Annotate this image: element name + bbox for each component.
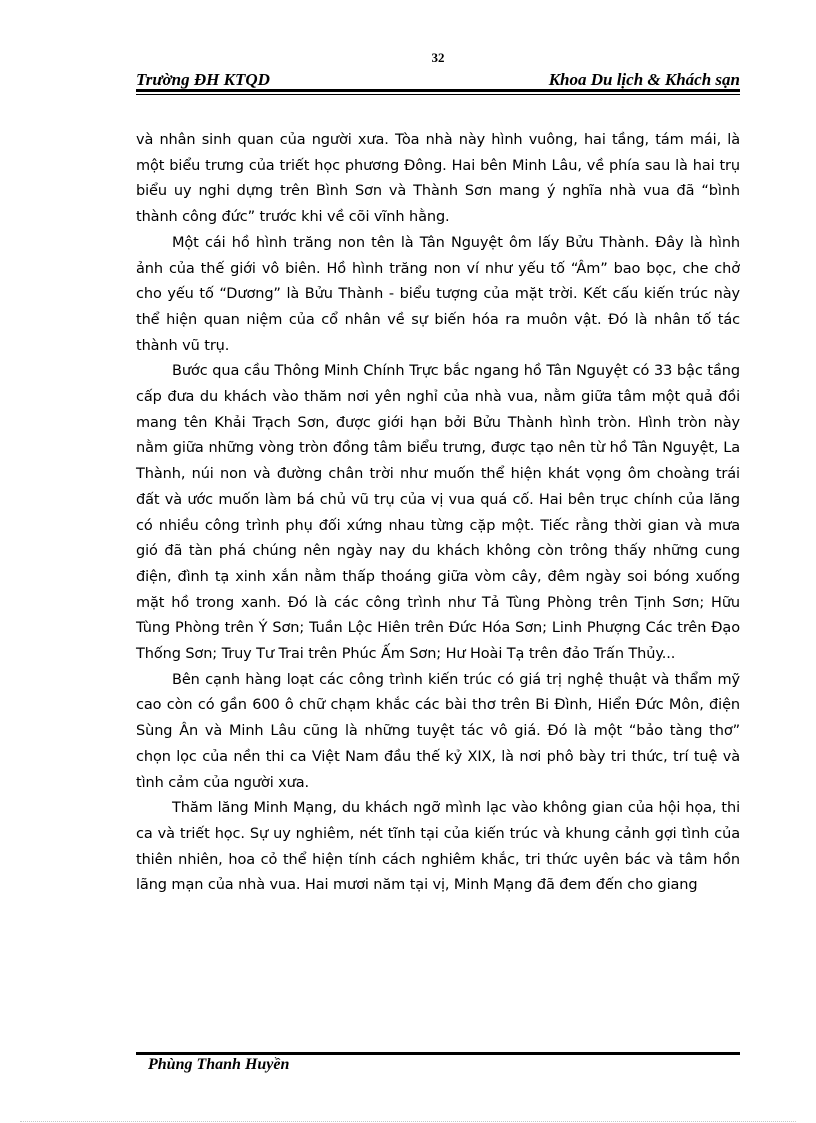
page-number: 32 [431, 50, 445, 65]
paragraph: Bước qua cầu Thông Minh Chính Trực bắc ngang hồ Tân Nguyệt có 33 bậc tầng cấp đưa du khách vào thăm nơi yên nghỉ của nhà vua, nằm giữa tâm một quả đồi mang tên Khải Trạch Sơn, được giới hạn bởi Bửu Thành hình tròn. Hình tròn này nằm giữa những vòng tròn đồng tâm biểu trưng, được tạo nên từ hồ Tân Nguyệt, La Thành, núi non và đường chân trời như muốn thể hiện khát vọng ôm choàng trái đất và ước muốn làm bá chủ vũ trụ của vị vua quá cố. Hai bên trục chính của lăng có nhiều công trình phụ đối xứng nhau từng cặp một. Tiếc rằng thời gian và mưa gió đã tàn phá chúng nên ngày nay du khách không còn trông thấy những cung điện, đình tạ xinh xắn nằm thấp thoáng giữa vòm cây, đêm ngày soi bóng xuống mặt hồ trong xanh. Đó là các công trình như Tả Tùng Phòng trên Tịnh Sơn; Hữu Tùng Phòng trên Ý Sơn; Tuần Lộc Hiên trên Đức Hóa Sơn; Linh Phượng Các trên Đạo Thống Sơn; Truy Tư Trai trên Phúc Ấm Sơn; Hư Hoài Tạ trên đảo Trấn Thủy... [136, 363, 740, 663]
footer-author: Phùng Thanh Huyền [148, 1056, 290, 1073]
page-edge [20, 1121, 796, 1122]
paragraph: và nhân sinh quan của người xưa. Tòa nhà này hình vuông, hai tầng, tám mái, là một biểu trưng của triết học phương Đông. Hai bên Minh Lâu, về phía sau là hai trụ biểu uy nghi dựng trên Bình Sơn và Thành Sơn mang ý nghĩa nhà vua đã “bình thành công đức” trước khi về cõi vĩnh hằng. [136, 132, 740, 226]
header-faculty: Khoa Du lịch & Khách sạn [548, 70, 740, 89]
paragraph: Bên cạnh hàng loạt các công trình kiến trúc có giá trị nghệ thuật và thẩm mỹ cao còn có gần 600 ô chữ chạm khắc các bài thơ trên Bi Đình, Hiển Đức Môn, điện Sùng Ân và Minh Lâu cũng là những tuyệt tác vô giá. Đó là một “bảo tàng thơ” chọn lọc của nền thi ca Việt Nam đầu thế kỷ XIX, là nơi phô bày tri thức, trí tuệ và tình cảm của người xưa. [136, 671, 740, 791]
body-text [136, 128, 740, 899]
footer-rule [136, 1052, 740, 1055]
header-rule [136, 89, 740, 92]
header-rule-thin [136, 94, 740, 95]
paragraph: Một cái hồ hình trăng non tên là Tân Nguyệt ôm lấy Bửu Thành. Đây là hình ảnh của thế giới vô biên. Hồ hình trăng non ví như yếu tố “Âm” bao bọc, che chở cho yếu tố “Dương” là Bửu Thành - biểu tượng của mặt trời. Kết cấu kiến trúc này thể hiện quan niệm của cổ nhân về sự biến hóa ra muôn vật. Đó là nhân tố tác thành vũ trụ. [136, 234, 740, 354]
paragraph: Thăm lăng Minh Mạng, du khách ngỡ mình lạc vào không gian của hội họa, thi ca và triết học. Sự uy nghiêm, nét tĩnh tại của kiến trúc và khung cảnh gợi tình của thiên nhiên, hoa cỏ thể hiện tính cách nghiêm khắc, tri thức uyên bác và tâm hồn lãng mạn của nhà vua. Hai mươi năm tại vị, Minh Mạng đã đem đến cho giang [136, 800, 740, 894]
header-school: Trường ĐH KTQD [136, 70, 270, 89]
